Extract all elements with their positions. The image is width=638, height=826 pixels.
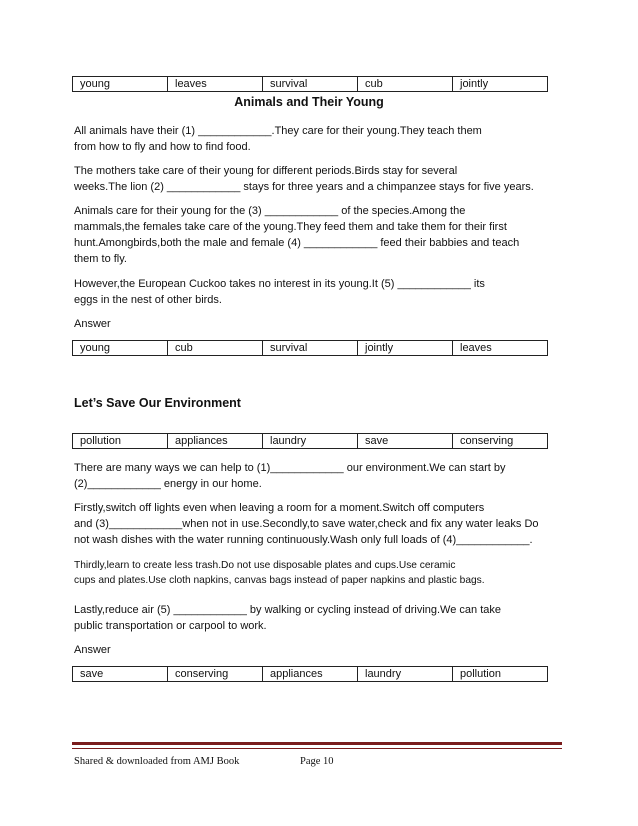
answer-cell: laundry bbox=[358, 667, 453, 681]
footer-rule-thin bbox=[72, 748, 562, 749]
footer-rule-thick bbox=[72, 742, 562, 745]
word-box-cell: save bbox=[358, 434, 453, 448]
answer-cell: young bbox=[73, 341, 168, 355]
page-number: Page 10 bbox=[300, 756, 334, 767]
footer-source: Shared & downloaded from AMJ Book bbox=[74, 756, 240, 767]
paragraph: There are many ways we can help to (1)____________ our environment.We can start by (2)____________ energy in our home. bbox=[74, 462, 506, 490]
word-box-animals bbox=[72, 76, 548, 92]
answer-cell: jointly bbox=[358, 341, 453, 355]
answer-cell: leaves bbox=[460, 342, 492, 354]
paragraph: However,the European Cuckoo takes no interest in its young.It (5) ____________ its eggs in the nest of other birds. bbox=[74, 278, 485, 306]
answer-cell: pollution bbox=[460, 668, 501, 680]
word-box-cell: cub bbox=[358, 77, 453, 91]
paragraph: All animals have their (1) ____________.They care for their young.They teach them from how to fly and how to find food. bbox=[74, 125, 482, 153]
answer-cell: save bbox=[73, 667, 168, 681]
answer-label: Answer bbox=[74, 318, 111, 330]
paragraph: Lastly,reduce air (5) ____________ by walking or cycling instead of driving.We can take public transportation or carpool to work. bbox=[74, 604, 502, 632]
word-box-cell: appliances bbox=[168, 434, 263, 448]
answer-cell: cub bbox=[168, 341, 263, 355]
word-box-cell: young bbox=[73, 77, 168, 91]
answer-cell: appliances bbox=[263, 667, 358, 681]
word-box-cell: pollution bbox=[73, 434, 168, 448]
paragraph: Thirdly,learn to create less trash.Do not use disposable plates and cups.Use ceramic cups and plates.Use cloth napkins, canvas bags instead of paper napkins and plastic bags. bbox=[74, 560, 485, 586]
paragraph: The mothers take care of their young for different periods.Birds stay for several weeks.The lion (2) ____________ stays for three years and a chimpanzee stays for five years. bbox=[74, 165, 534, 193]
section-title-animals: Animals and Their Young bbox=[234, 95, 384, 109]
section-title-environment: Let’s Save Our Environment bbox=[74, 396, 241, 410]
answer-box-animals bbox=[72, 340, 548, 356]
answer-cell: conserving bbox=[168, 667, 263, 681]
word-box-cell: laundry bbox=[263, 434, 358, 448]
answer-cell: survival bbox=[263, 341, 358, 355]
answer-box-environment bbox=[72, 666, 548, 682]
paragraph: Firstly,switch off lights even when leaving a room for a moment.Switch off computers and (3)____________when not in use.Secondly,to save water,check and fix any water leaks Do not wash dishes with the water running continuously.Wash only full loads of (4)____________. bbox=[74, 502, 539, 546]
word-box-cell: jointly bbox=[460, 78, 489, 90]
word-box-environment bbox=[72, 433, 548, 449]
word-box-cell: survival bbox=[263, 77, 358, 91]
word-box-cell: leaves bbox=[168, 77, 263, 91]
answer-label: Answer bbox=[74, 644, 111, 656]
paragraph: Animals care for their young for the (3) ____________ of the species.Among the mammals,the females take care of the young.They feed them and take them for their first hunt.Amongbirds,both the male and female (4) ____________ feed their babbies and teach them to fly. bbox=[74, 205, 520, 265]
word-box-cell: conserving bbox=[460, 435, 514, 447]
